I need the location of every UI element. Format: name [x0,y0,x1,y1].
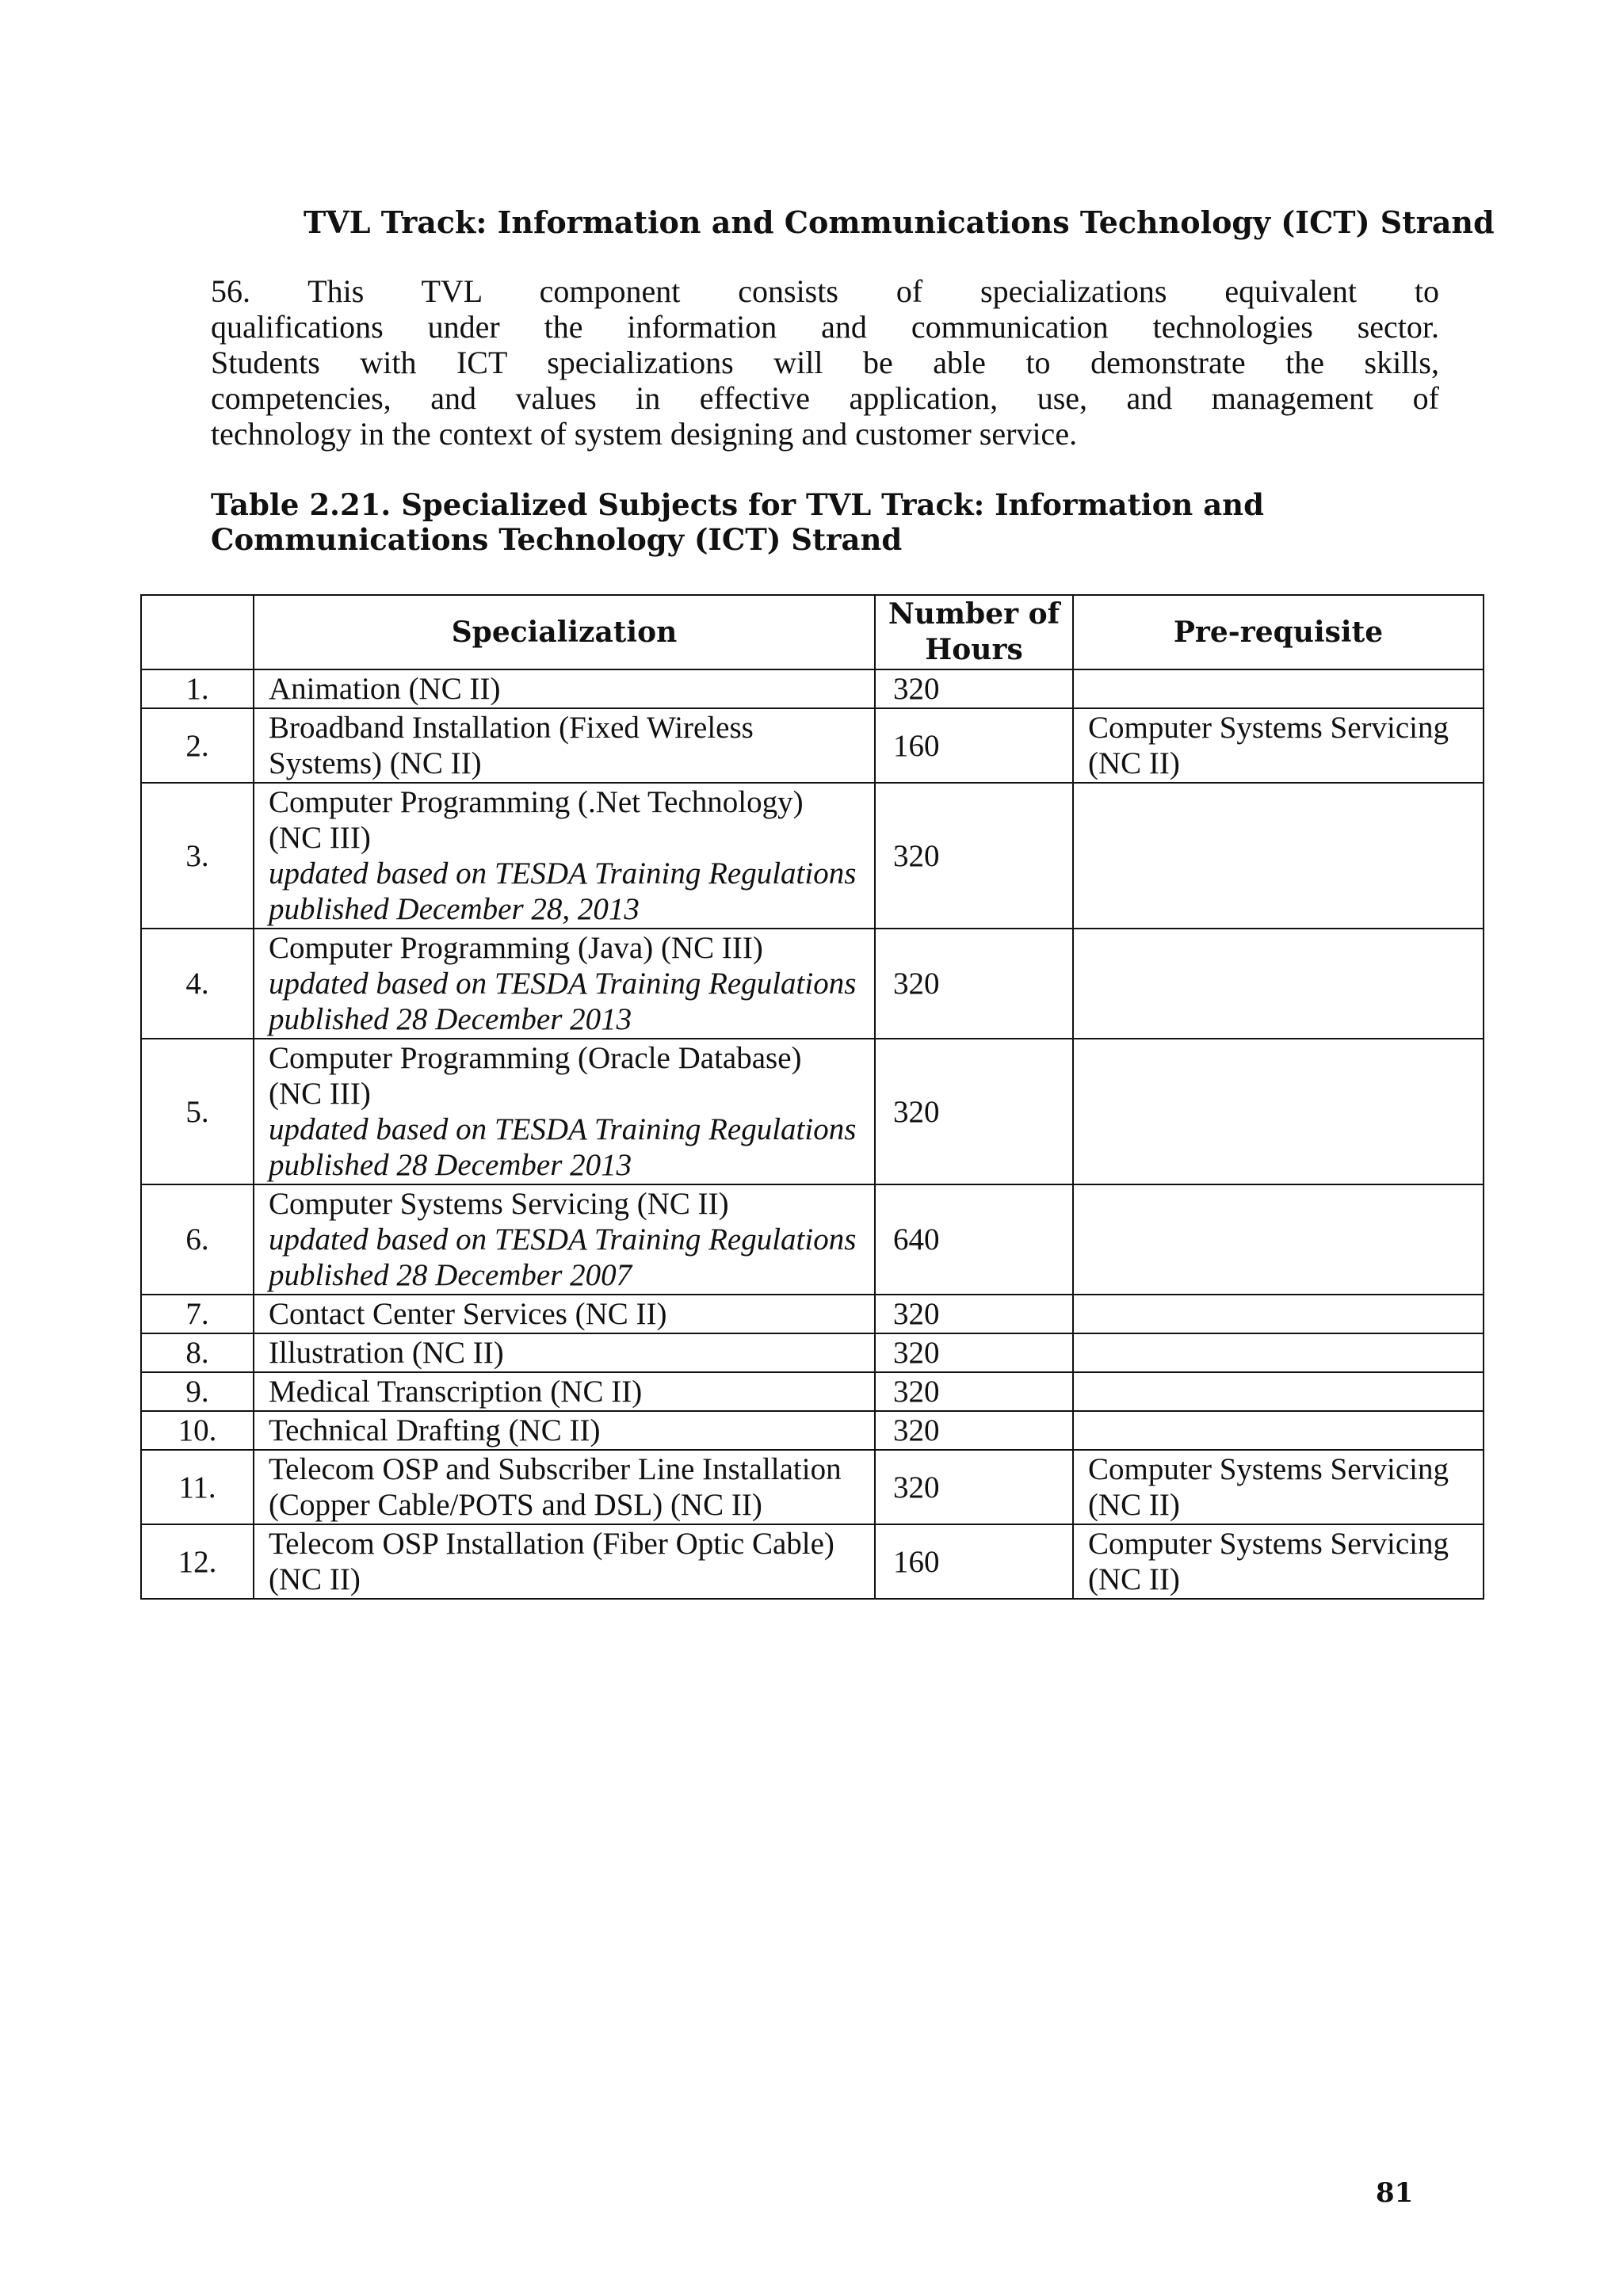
section-heading: TVL Track: Information and Communications Technology (ICT) Strand [304,204,1495,240]
row-number: 7. [141,1295,254,1333]
specialization-cell [254,1184,875,1295]
prerequisite-cell: Computer Systems Servicing (NC II) [1073,1450,1484,1524]
hours-cell: 160 [875,1524,1073,1599]
row-number: 10. [141,1411,254,1450]
specialization-name: Computer Programming (Oracle Database) (NC III) [269,1041,802,1111]
prerequisite-cell [1073,783,1484,929]
specialization-name: Broadband Installation (Fixed Wireless Systems) (NC II) [269,711,754,780]
hours-cell: 320 [875,1372,1073,1411]
table-row [141,1411,1484,1450]
hours-cell: 320 [875,1039,1073,1184]
table-row [141,1372,1484,1411]
specialization-note: updated based on TESDA Training Regulations published December 28, 2013 [269,856,857,926]
prerequisite-cell: Computer Systems Servicing (NC II) [1073,1524,1484,1599]
row-number: 4. [141,929,254,1039]
specialization-name: Telecom OSP Installation (Fiber Optic Cable) (NC II) [269,1527,834,1596]
body-paragraph [211,273,1439,452]
table-caption [211,487,1447,557]
specialization-note: updated based on TESDA Training Regulations published 28 December 2013 [269,1112,857,1182]
table-row [141,1333,1484,1372]
row-number: 8. [141,1333,254,1372]
specialization-cell [254,1450,875,1524]
specialization-name: Illustration (NC II) [269,1336,504,1370]
table-row [141,783,1484,929]
specialization-cell [254,1295,875,1333]
prerequisite-cell [1073,1039,1484,1184]
prerequisite-cell: Computer Systems Servicing (NC II) [1073,708,1484,783]
specialization-cell [254,1372,875,1411]
row-number: 12. [141,1524,254,1599]
hours-cell: 320 [875,1411,1073,1450]
header-prerequisite: Pre-requisite [1073,595,1484,669]
table-row [141,1524,1484,1599]
specialization-cell [254,1524,875,1599]
table-row [141,669,1484,708]
hours-cell: 320 [875,669,1073,708]
specialization-cell [254,708,875,783]
paragraph-line: 56. This TVL component consists of specializations equivalent to [211,273,1439,309]
specialization-name: Computer Programming (.Net Technology) (NC III) [269,785,804,855]
row-number: 1. [141,669,254,708]
paragraph-line: qualifications under the information and communication technologies sector. [211,309,1439,345]
page-number: 81 [1376,2177,1414,2209]
hours-cell: 160 [875,708,1073,783]
table-caption-line: Communications Technology (ICT) Strand [211,522,903,557]
header-hours: Number of Hours [875,595,1073,669]
specialization-note: updated based on TESDA Training Regulations published 28 December 2013 [269,967,857,1036]
table-row [141,929,1484,1039]
table-header-row [141,595,1484,669]
prerequisite-cell [1073,1333,1484,1372]
prerequisite-cell [1073,669,1484,708]
specialization-name: Medical Transcription (NC II) [269,1375,643,1409]
specialization-cell [254,1333,875,1372]
specialization-cell [254,1411,875,1450]
specialization-name: Animation (NC II) [269,672,501,706]
prerequisite-cell [1073,1295,1484,1333]
row-number: 2. [141,708,254,783]
hours-cell: 640 [875,1184,1073,1295]
specialization-note: updated based on TESDA Training Regulations published 28 December 2007 [269,1222,857,1292]
hours-cell: 320 [875,1450,1073,1524]
table-body [141,669,1484,1599]
specialization-name: Contact Center Services (NC II) [269,1297,667,1331]
prerequisite-cell [1073,1372,1484,1411]
row-number: 11. [141,1450,254,1524]
specialization-name: Telecom OSP and Subscriber Line Installation (Copper Cable/POTS and DSL) (NC II) [269,1452,842,1522]
specialization-name: Technical Drafting (NC II) [269,1413,601,1447]
specialization-cell [254,669,875,708]
prerequisite-cell [1073,929,1484,1039]
hours-cell: 320 [875,1333,1073,1372]
prerequisite-cell [1073,1411,1484,1450]
paragraph-line: technology in the context of system designing and customer service. [211,416,1078,452]
table-row [141,708,1484,783]
header-number [141,595,254,669]
paragraph-line: competencies, and values in effective application, use, and management of [211,380,1439,416]
prerequisite-cell [1073,1184,1484,1295]
table-row [141,1184,1484,1295]
row-number: 5. [141,1039,254,1184]
specialization-table [140,594,1484,1600]
hours-cell: 320 [875,1295,1073,1333]
table-row [141,1295,1484,1333]
specialization-cell [254,929,875,1039]
hours-cell: 320 [875,929,1073,1039]
row-number: 3. [141,783,254,929]
paragraph-line: Students with ICT specializations will be able to demonstrate the skills, [211,345,1439,380]
hours-cell: 320 [875,783,1073,929]
table-caption-line: Table 2.21. Specialized Subjects for TVL Track: Information and [211,487,1264,522]
specialization-cell [254,1039,875,1184]
table-row [141,1039,1484,1184]
specialization-name: Computer Programming (Java) (NC III) [269,931,763,965]
row-number: 9. [141,1372,254,1411]
specialization-name: Computer Systems Servicing (NC II) [269,1187,729,1221]
table-row [141,1450,1484,1524]
header-specialization: Specialization [254,595,875,669]
row-number: 6. [141,1184,254,1295]
specialization-cell [254,783,875,929]
